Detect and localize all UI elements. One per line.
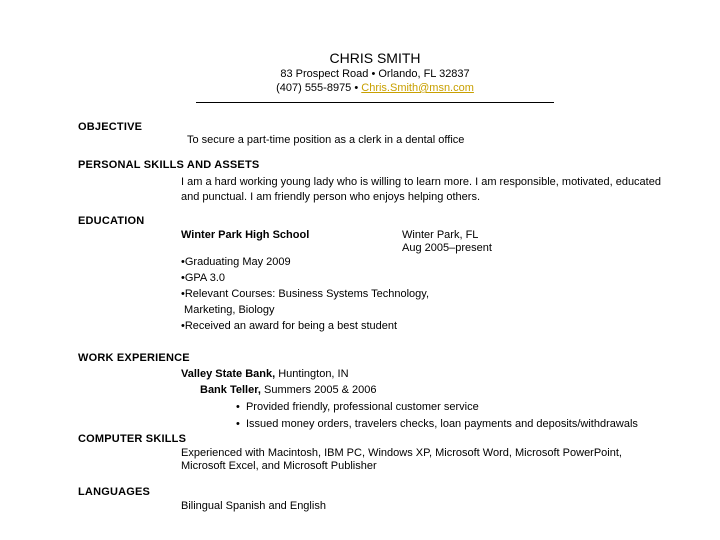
job-title-line xyxy=(200,384,377,396)
work-bullet-item xyxy=(236,418,638,430)
computer-text-line-2: Microsoft Excel, and Microsoft Publisher xyxy=(181,460,377,472)
bullet-icon: • xyxy=(236,418,246,430)
employer-location: Huntington, IN xyxy=(275,368,349,380)
languages-text: Bilingual Spanish and English xyxy=(181,500,326,512)
education-bullet-gpa: •GPA 3.0 xyxy=(181,272,226,284)
education-bullet-courses-cont: Marketing, Biology xyxy=(181,304,275,316)
employer-name: Valley State Bank, xyxy=(181,368,276,380)
contact-phone: (407) 555-8975 • xyxy=(276,82,362,94)
school-location: Winter Park, FL xyxy=(402,229,479,241)
objective-text: To secure a part-time position as a clerk in a dental office xyxy=(187,134,465,146)
contact-address: 83 Prospect Road • Orlando, FL 32837 xyxy=(280,68,470,80)
education-bullet-award: •Received an award for being a best student xyxy=(181,320,398,332)
bullet-icon: • xyxy=(236,401,246,413)
school-dates: Aug 2005–present xyxy=(402,242,492,254)
work-bullet-item xyxy=(236,401,479,413)
candidate-name: CHRIS SMITH xyxy=(329,50,421,66)
skills-text-line-2: and punctual. I am friendly person who enjoys helping others. xyxy=(181,191,481,203)
school-name: Winter Park High School xyxy=(181,229,310,241)
work-bullet-text: Issued money orders, travelers checks, loan payments and deposits/withdrawals xyxy=(245,418,638,430)
contact-email-link[interactable]: Chris.Smith@msn.com xyxy=(361,82,474,94)
skills-text-line-1: I am a hard working young lady who is willing to learn more. I am responsible, motivated, educated xyxy=(181,176,661,188)
skills-heading: PERSONAL SKILLS AND ASSETS xyxy=(78,159,260,171)
work-heading: WORK EXPERIENCE xyxy=(78,352,190,364)
computer-heading: COMPUTER SKILLS xyxy=(78,433,187,445)
computer-text-line-1: Experienced with Macintosh, IBM PC, Windows XP, Microsoft Word, Microsoft PowerPoint, xyxy=(181,447,622,459)
job-dates: Summers 2005 & 2006 xyxy=(260,384,377,396)
education-bullet-courses: •Relevant Courses: Business Systems Technology, xyxy=(181,288,430,300)
employer-line xyxy=(181,368,349,380)
education-heading: EDUCATION xyxy=(78,215,145,227)
contact-phone-email xyxy=(0,82,720,94)
job-title: Bank Teller, xyxy=(200,384,261,396)
education-bullet-graduating: •Graduating May 2009 xyxy=(181,256,291,268)
work-bullet-text: Provided friendly, professional customer service xyxy=(245,401,479,413)
objective-heading: OBJECTIVE xyxy=(78,121,143,133)
languages-heading: LANGUAGES xyxy=(78,486,151,498)
header-divider xyxy=(196,102,554,103)
